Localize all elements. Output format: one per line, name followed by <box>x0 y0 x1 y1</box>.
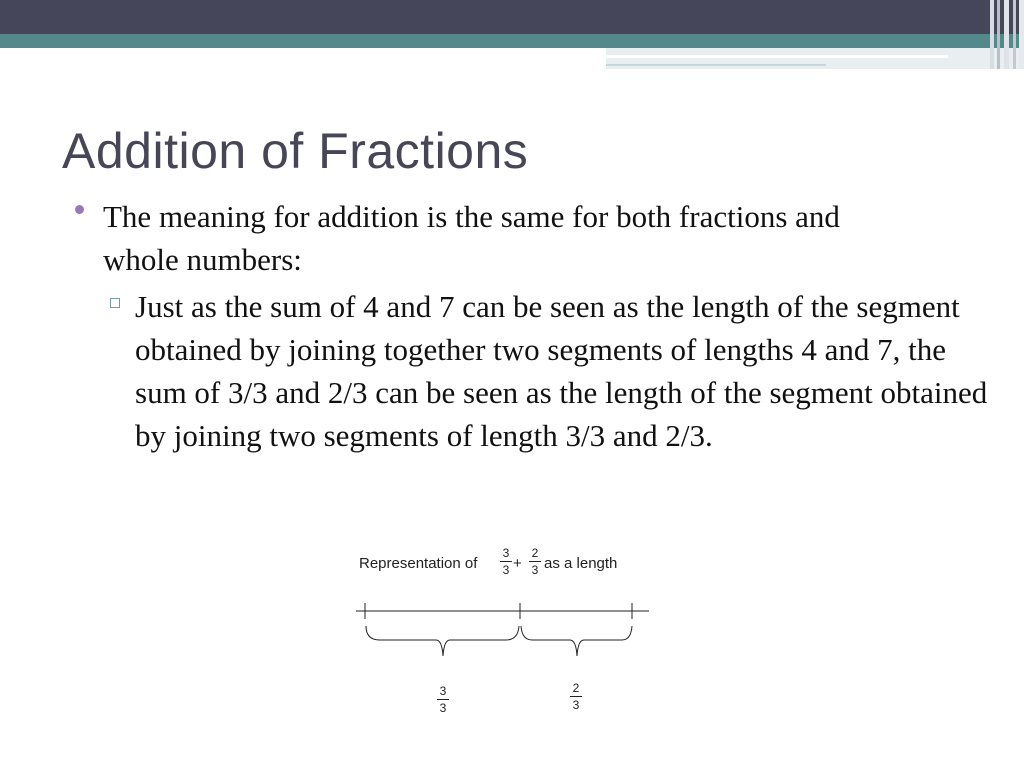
bullet-dot-icon <box>75 205 84 214</box>
segment-diagram <box>340 598 660 728</box>
fraction-bar <box>529 561 541 562</box>
fraction-bar <box>570 696 582 697</box>
figure-caption-suffix: as a length <box>544 555 618 572</box>
header-stripe <box>990 0 994 69</box>
fraction-bar <box>437 699 449 700</box>
fraction-denominator: 3 <box>439 701 447 715</box>
fraction-denominator: 3 <box>531 563 539 577</box>
header-stripe <box>1004 0 1009 69</box>
fraction-denominator: 3 <box>572 698 580 712</box>
brace-left <box>366 626 519 656</box>
header-stripe <box>997 0 1000 69</box>
segment-label-b <box>569 681 583 712</box>
fraction-numerator: 3 <box>439 684 447 698</box>
header-stripe <box>1013 0 1016 69</box>
caption-fraction-b <box>528 546 542 577</box>
header-stripe <box>1019 0 1024 69</box>
header-band-teal <box>0 34 1024 48</box>
segment-label-a <box>436 684 450 715</box>
figure-caption-prefix: Representation of <box>359 555 478 572</box>
sub-bullet-square-icon <box>110 298 120 308</box>
fraction-numerator: 3 <box>502 546 510 560</box>
fraction-numerator: 2 <box>531 546 539 560</box>
slide-title: Addition of Fractions <box>62 123 529 179</box>
fraction-bar <box>500 561 512 562</box>
header-line <box>606 55 948 58</box>
sub-bullet-text: Just as the sum of 4 and 7 can be seen as the length of the segment obtained by joining together two segments of lengths 4 and 7, the sum of 3/3 and 2/3 can be seen as the length of the segment obtained by joining two segments of length 3/3 and 2/3. <box>135 289 988 453</box>
caption-plus: + <box>513 555 522 572</box>
bullet-text: The meaning for addition is the same for both fractions and whole numbers: <box>103 199 840 277</box>
header-band-dark <box>0 0 1024 34</box>
header-line <box>606 64 826 66</box>
caption-fraction-a <box>499 546 513 577</box>
brace-right <box>521 626 632 656</box>
fraction-numerator: 2 <box>572 681 580 695</box>
length-representation-figure <box>340 540 660 730</box>
fraction-denominator: 3 <box>502 563 510 577</box>
